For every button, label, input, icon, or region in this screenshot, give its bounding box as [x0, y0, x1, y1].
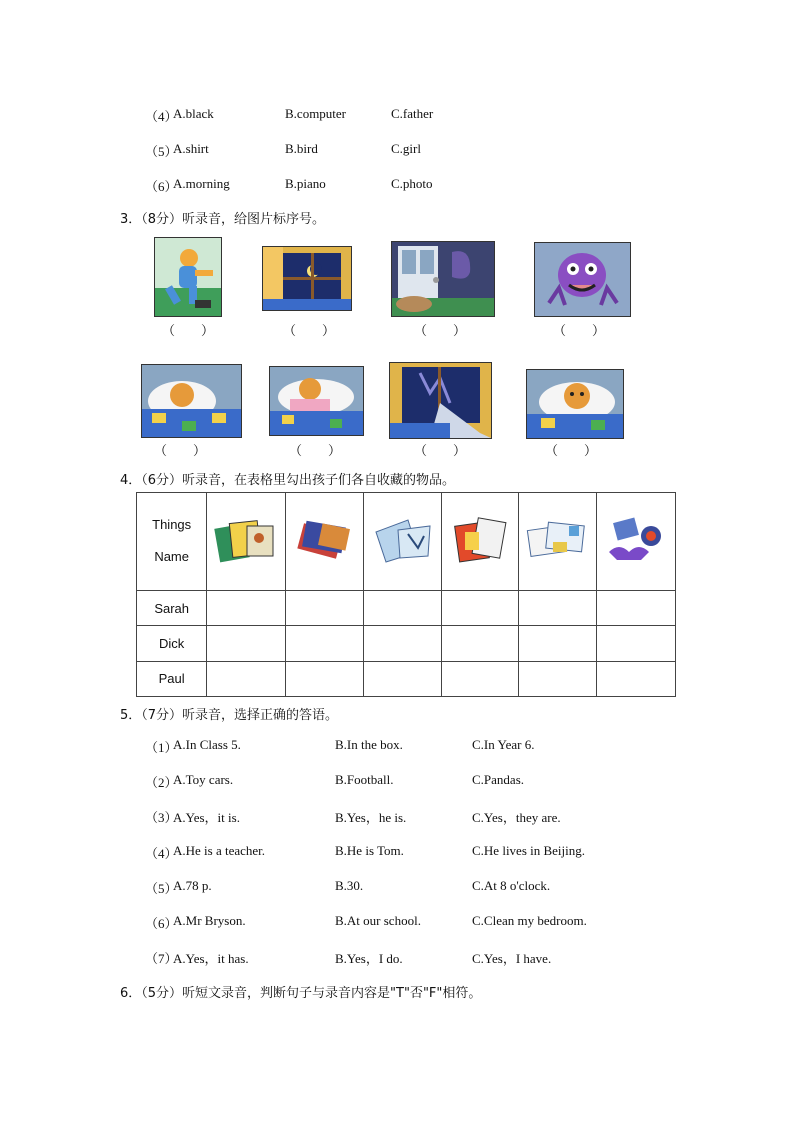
answer-paren[interactable]: （ ） — [413, 444, 466, 459]
option-b: B.computer — [285, 106, 347, 121]
row-name: Dick — [137, 626, 207, 661]
option-a: A.He is a teacher. — [173, 843, 266, 858]
check-cell[interactable] — [518, 626, 597, 661]
option-a: A.In Class 5. — [173, 737, 241, 752]
stamps-icon — [445, 512, 515, 568]
check-cell[interactable] — [597, 661, 676, 696]
option-a: A.Yes，it is. — [173, 810, 240, 825]
answer-paren[interactable]: （ ） — [288, 444, 341, 459]
option-c: C.In Year 6. — [472, 737, 535, 752]
option-b: B.Yes，he is. — [335, 810, 407, 825]
picture-tiger-stretching — [269, 366, 364, 436]
question-3-title: 3．（8分）听录音，给图片标序号。 — [120, 212, 326, 227]
option-a: A.black — [173, 106, 214, 121]
option-b: B.In the box. — [335, 737, 403, 752]
item-postcards-cell — [518, 493, 597, 591]
option-c: C.girl — [391, 141, 421, 156]
collection-table — [136, 492, 676, 697]
stickers-icon — [601, 512, 671, 568]
check-cell[interactable] — [285, 661, 364, 696]
check-cell[interactable] — [207, 661, 286, 696]
answer-paren[interactable]: （ ） — [282, 324, 335, 339]
option-number: （5） — [145, 881, 178, 896]
option-c: C.father — [391, 106, 434, 121]
photos-icon — [211, 512, 281, 568]
picture-tiger-awake — [526, 369, 624, 439]
option-a: A.Toy cars. — [173, 772, 234, 787]
item-drawings-cell — [364, 493, 442, 591]
answer-paren[interactable]: （ ） — [552, 324, 605, 339]
option-number: （5） — [145, 144, 178, 159]
table-row — [137, 590, 676, 625]
option-b: B.30. — [335, 878, 364, 893]
table-row — [137, 661, 676, 696]
option-c: C.At 8 o'clock. — [472, 878, 551, 893]
option-b: B.He is Tom. — [335, 843, 404, 858]
check-cell[interactable] — [597, 590, 676, 625]
option-number: （4） — [145, 109, 178, 124]
header-things: Things — [152, 517, 192, 533]
header-name: Name — [154, 549, 189, 565]
table-row — [137, 626, 676, 661]
option-a: A.Yes，it has. — [173, 951, 249, 966]
option-number: （1） — [145, 740, 178, 755]
books-icon — [290, 512, 360, 568]
row-name: Sarah — [137, 590, 207, 625]
check-cell[interactable] — [364, 590, 442, 625]
picture-window-open-night — [389, 362, 492, 439]
answer-paren[interactable]: （ ） — [544, 444, 597, 459]
option-c: C.Yes，they are. — [472, 810, 561, 825]
option-b: B.At our school. — [335, 913, 421, 928]
option-b: B.piano — [285, 176, 326, 191]
item-photos-cell — [207, 493, 286, 591]
picture-window-night — [262, 246, 352, 311]
option-b: B.bird — [285, 141, 318, 156]
option-number: （6） — [145, 916, 178, 931]
row-name: Paul — [137, 661, 207, 696]
header-corner-cell — [137, 493, 207, 591]
option-number: （7） — [145, 951, 178, 966]
check-cell[interactable] — [518, 590, 597, 625]
check-cell[interactable] — [207, 590, 286, 625]
option-a: A.morning — [173, 176, 230, 191]
option-c: C.Clean my bedroom. — [472, 913, 587, 928]
check-cell[interactable] — [364, 661, 442, 696]
option-number: （2） — [145, 775, 178, 790]
check-cell[interactable] — [442, 590, 519, 625]
question-4-title: 4．（6分）听录音，在表格里勾出孩子们各自收藏的物品。 — [120, 473, 456, 488]
check-cell[interactable] — [597, 626, 676, 661]
check-cell[interactable] — [518, 661, 597, 696]
check-cell[interactable] — [364, 626, 442, 661]
check-cell[interactable] — [442, 626, 519, 661]
check-cell[interactable] — [207, 626, 286, 661]
option-number: （4） — [145, 846, 178, 861]
item-stamps-cell — [442, 493, 519, 591]
table-header-row — [137, 493, 676, 591]
option-a: A.shirt — [173, 141, 209, 156]
answer-paren[interactable]: （ ） — [161, 324, 214, 339]
option-a: A.78 p. — [173, 878, 212, 893]
picture-purple-monster — [534, 242, 631, 317]
option-c: C.photo — [391, 176, 433, 191]
picture-door-monster — [391, 241, 495, 317]
option-c: C.He lives in Beijing. — [472, 843, 586, 858]
answer-paren[interactable]: （ ） — [153, 444, 206, 459]
check-cell[interactable] — [285, 626, 364, 661]
question-5-title: 5．（7分）听录音，选择正确的答语。 — [120, 708, 339, 723]
option-b: B.Yes，I do. — [335, 951, 403, 966]
option-c: C.Yes，I have. — [472, 951, 552, 966]
drawings-icon — [368, 512, 438, 568]
option-a: A.Mr Bryson. — [173, 913, 246, 928]
option-number: （6） — [145, 179, 178, 194]
check-cell[interactable] — [285, 590, 364, 625]
picture-tiger-sleeping — [141, 364, 242, 438]
question-6-title: 6．（5分）听短文录音，判断句子与录音内容是"T"否"F"相符。 — [120, 986, 482, 1001]
item-books-cell — [285, 493, 364, 591]
option-c: C.Pandas. — [472, 772, 524, 787]
check-cell[interactable] — [442, 661, 519, 696]
postcards-icon — [523, 512, 593, 568]
option-b: B.Football. — [335, 772, 394, 787]
option-number: （3） — [145, 810, 178, 825]
answer-paren[interactable]: （ ） — [413, 324, 466, 339]
item-stickers-cell — [597, 493, 676, 591]
picture-tiger-running — [154, 237, 222, 317]
